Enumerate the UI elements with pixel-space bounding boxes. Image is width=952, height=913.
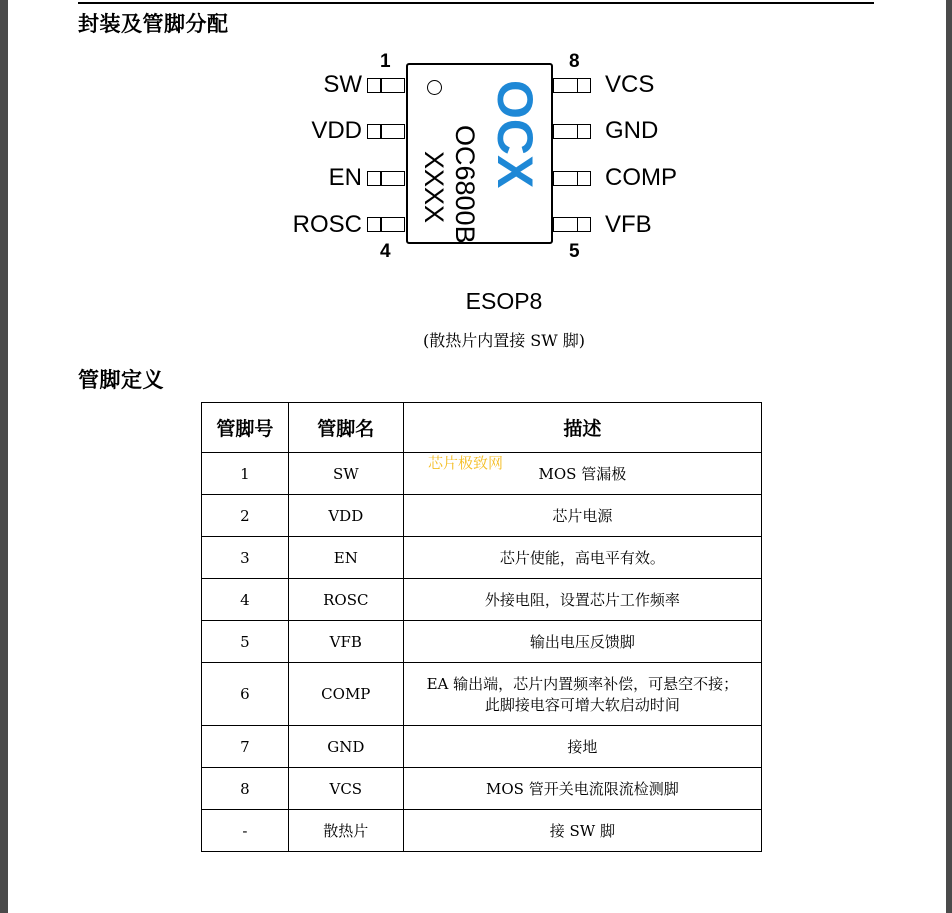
- table-row: [202, 621, 762, 663]
- cell-pin-name: ROSC: [288, 579, 403, 621]
- pin-1-name: SW: [323, 71, 362, 98]
- header-pin-number: 管脚号: [202, 403, 289, 453]
- pin-6-name: COMP: [605, 164, 677, 191]
- header-description: 描述: [403, 403, 761, 453]
- cell-pin-name: VDD: [288, 495, 403, 537]
- cell-pin-name: 散热片: [288, 810, 403, 852]
- table-row: [202, 537, 762, 579]
- header-pin-name: 管脚名: [288, 403, 403, 453]
- cell-description: 接 SW 脚: [403, 810, 761, 852]
- chip-marking: [0, 0, 952, 300]
- table-header-row: [202, 403, 762, 453]
- cell-pin-name: EN: [288, 537, 403, 579]
- package-name: ESOP8: [465, 288, 543, 314]
- pin-5-number: 5: [569, 241, 580, 262]
- pin-8-number: 8: [569, 51, 580, 72]
- cell-pin-name: VFB: [288, 621, 403, 663]
- table-row: [202, 495, 762, 537]
- chip-date-code: XXXX: [419, 151, 449, 224]
- cell-pin-number: 1: [202, 453, 289, 495]
- cell-pin-number: 2: [202, 495, 289, 537]
- ocx-logo: [487, 80, 543, 188]
- cell-description: 输出电压反馈脚: [403, 621, 761, 663]
- cell-description: 芯片使能，高电平有效。: [403, 537, 761, 579]
- pin-7-name: GND: [605, 117, 659, 144]
- cell-pin-name: SW: [288, 453, 403, 495]
- table-row: [202, 768, 762, 810]
- cell-pin-number: 8: [202, 768, 289, 810]
- ocx-logo-text: OCX: [487, 80, 543, 189]
- pin-2-name: VDD: [311, 117, 362, 144]
- cell-pin-number: 4: [202, 579, 289, 621]
- cell-description: MOS 管漏极: [403, 453, 761, 495]
- watermark-text: 芯片极致网: [428, 454, 504, 472]
- description-line-1: EA 输出端，芯片内置频率补偿，可悬空不接；: [426, 675, 739, 693]
- cell-pin-number: 6: [202, 663, 289, 726]
- cell-description: [403, 663, 761, 726]
- cell-description: 外接电阻，设置芯片工作频率: [403, 579, 761, 621]
- cell-pin-number: 7: [202, 726, 289, 768]
- cell-pin-number: -: [202, 810, 289, 852]
- pin-8-name: VCS: [605, 71, 655, 98]
- pin-7-lead: [553, 124, 591, 139]
- pin-4-number: 4: [380, 241, 391, 262]
- table-row: [202, 579, 762, 621]
- package-note: (散热片内置接 SW 脚): [422, 331, 586, 350]
- pin-1-number: 1: [380, 51, 391, 72]
- pin-4-lead: [367, 217, 405, 232]
- pin-1-lead: [367, 78, 405, 93]
- pin-6-lead: [553, 171, 591, 186]
- chip-part-number: OC6800B: [450, 125, 480, 244]
- cell-pin-name: COMP: [288, 663, 403, 726]
- cell-pin-number: 3: [202, 537, 289, 579]
- cell-description: 接地: [403, 726, 761, 768]
- pin-3-name: EN: [328, 164, 362, 191]
- cell-pin-name: GND: [288, 726, 403, 768]
- pin-5-lead: [553, 217, 591, 232]
- cell-pin-name: VCS: [288, 768, 403, 810]
- cell-description: MOS 管开关电流限流检测脚: [403, 768, 761, 810]
- pin-3-lead: [367, 171, 405, 186]
- description-line-2: 此脚接电容可增大软启动时间: [484, 696, 680, 714]
- package-section-heading: 封装及管脚分配: [78, 12, 229, 36]
- pin-5-name: VFB: [605, 211, 652, 238]
- pin-2-lead: [367, 124, 405, 139]
- cell-pin-number: 5: [202, 621, 289, 663]
- pin-definition-heading: 管脚定义: [78, 368, 164, 392]
- pin-4-name: ROSC: [292, 211, 362, 238]
- pin-8-lead: [553, 78, 591, 93]
- table-row: [202, 726, 762, 768]
- table-row: [202, 810, 762, 852]
- cell-description: 芯片电源: [403, 495, 761, 537]
- table-row: [202, 663, 762, 726]
